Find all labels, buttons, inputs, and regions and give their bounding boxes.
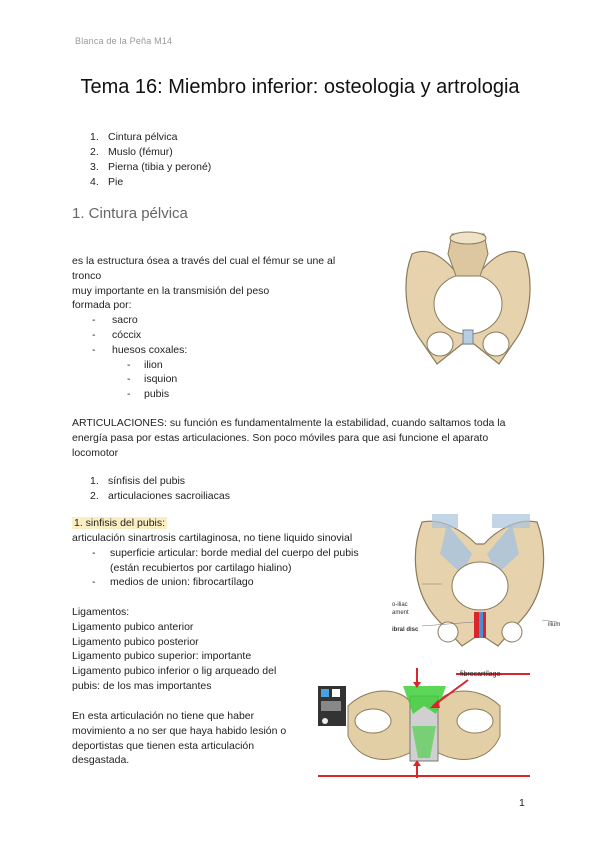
figure-label: ilium xyxy=(548,622,561,628)
sinfisis-block xyxy=(72,531,382,590)
toc-item: 1. Cintura pélvica xyxy=(90,131,178,143)
figure-label: fibrocartílago xyxy=(460,671,501,678)
text-line: deportistas que tienen esta articulación xyxy=(72,739,255,752)
page-number: 1 xyxy=(519,797,525,809)
intro-line: tronco xyxy=(72,269,102,282)
list-item: - huesos coxales: xyxy=(92,343,188,356)
toc-item: 2. Muslo (fémur) xyxy=(90,146,173,158)
text-line: articulación sinartrosis cartilaginosa, no tiene liquido sinovial xyxy=(72,532,353,544)
list-item: - sacro xyxy=(92,314,138,327)
sub-list-item: - pubis xyxy=(127,388,170,401)
fibrocartilage-image xyxy=(318,666,530,781)
pelvis-image xyxy=(392,224,544,372)
subsection-heading: 1. sinfisis del pubis: xyxy=(74,517,166,529)
list-item: - superficie articular: borde medial del cuerpo del pubis (están recubiertos por cartilago hialino) xyxy=(92,546,359,574)
toc-item: 4. Pie xyxy=(90,176,124,188)
list-item: 1. sínfisis del pubis xyxy=(90,475,186,487)
pelvis-ligament-image xyxy=(392,514,567,654)
toc-list xyxy=(90,130,211,190)
intro-line: es la estructura ósea a través del cual el fémur se une al xyxy=(72,255,336,267)
intro-block xyxy=(72,254,372,402)
list-item: - medios de union: fibrocartílago xyxy=(92,576,254,589)
text-line: En esta articulación no tiene que haber xyxy=(72,710,255,722)
text-line: Ligamento pubico inferior o lig arqueado del xyxy=(72,665,277,678)
articulaciones-paragraph: ARTICULACIONES: su función es fundamentalmente la estabilidad, cuando saltamos toda la energía pasa por estas articulaciones. Son poco móviles para que asi funcione el aparato locomotor xyxy=(72,417,506,459)
text-line: pubis: de los mas importantes xyxy=(72,679,212,692)
articulation-list xyxy=(90,474,230,504)
text-line: movimiento a no ser que haya habido lesión o xyxy=(72,724,287,737)
figure-label: ibral disc xyxy=(392,627,419,633)
list-item: 2. articulaciones sacroiliacas xyxy=(90,489,230,502)
text-line: Ligamento pubico superior: importante xyxy=(72,650,252,663)
page-header: Blanca de la Peña M14 xyxy=(75,36,173,46)
sub-list-item: - isquion xyxy=(127,373,178,386)
text-line: desgastada. xyxy=(72,754,130,767)
list-item: - cóccix xyxy=(92,328,142,341)
text-line: Ligamento pubico anterior xyxy=(72,620,194,633)
figure-label: ament xyxy=(392,610,409,616)
intro-line: formada por: xyxy=(72,299,132,312)
section-heading: 1. Cintura pélvica xyxy=(72,205,188,222)
ligamentos-block xyxy=(72,605,312,694)
intro-line: muy importante en la transmisión del peso xyxy=(72,284,270,297)
sub-list-item: - ilion xyxy=(127,358,163,371)
text-line: Ligamento pubico posterior xyxy=(72,635,199,648)
toc-item: 3. Pierna (tibia y peroné) xyxy=(90,161,212,173)
figure-label: o-iliac xyxy=(392,602,408,608)
esta-articulacion-block xyxy=(72,709,312,768)
text-line: Ligamentos: xyxy=(72,606,130,618)
page-title: Tema 16: Miembro inferior: osteologia y artrologia xyxy=(80,76,520,98)
